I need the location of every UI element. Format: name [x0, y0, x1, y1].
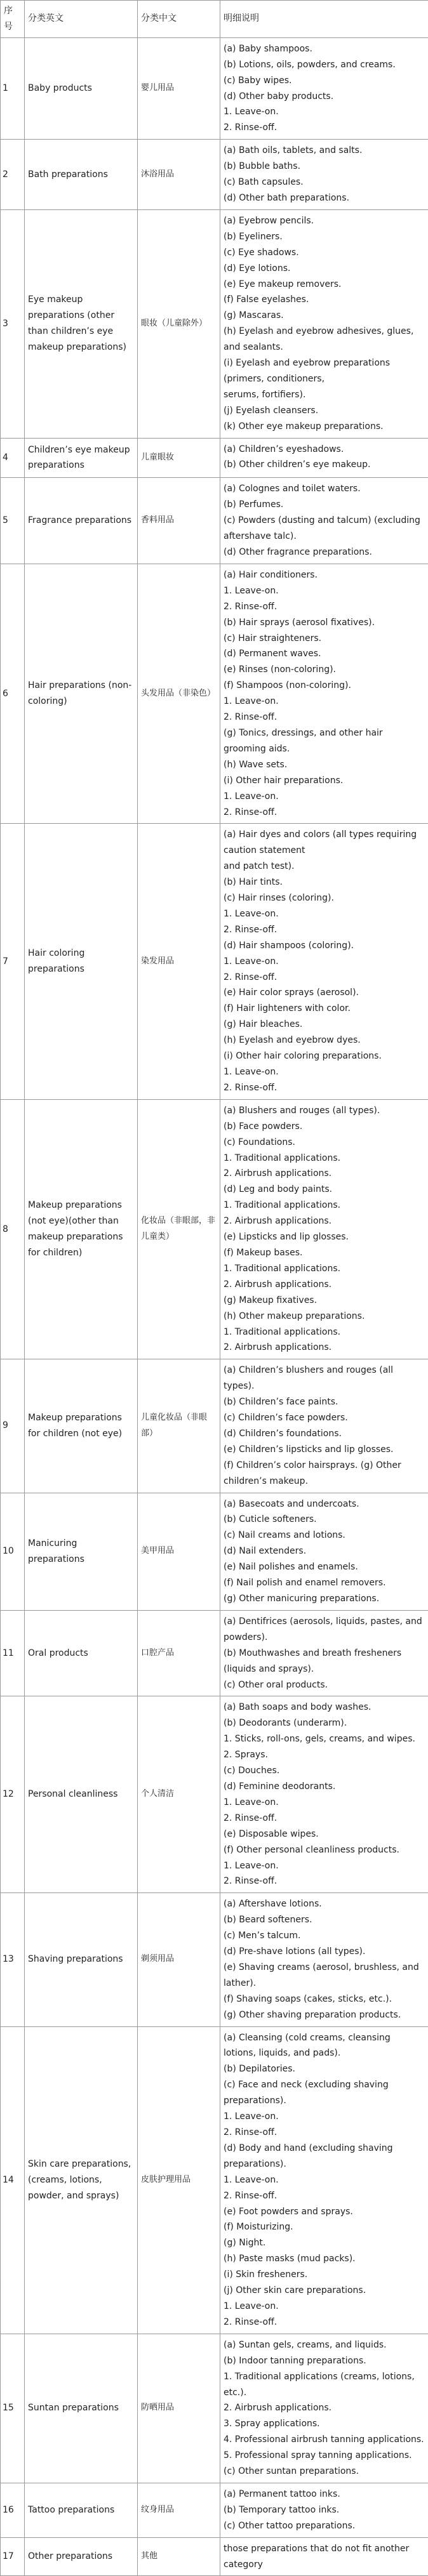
chinese-category: 儿童眼妆: [138, 438, 220, 478]
chinese-category: 防晒用品: [138, 2334, 220, 2483]
description-line: 2. Airbrush applications.: [224, 1213, 425, 1229]
description-line: 2. Rinse-off.: [224, 2125, 425, 2141]
table-row: [1, 1893, 428, 2026]
row-number: 8: [1, 1099, 25, 1359]
table-row: [1, 2334, 428, 2483]
header-chinese-category: 分类中文: [138, 1, 220, 38]
description-line: 1. Sticks, roll-ons, gels, creams, and wipes.: [224, 1731, 425, 1747]
english-category: Other preparations: [25, 2537, 138, 2576]
description-line: (a) Eyebrow pencils.: [224, 213, 425, 229]
description-line: 2. Rinse-off.: [224, 599, 425, 615]
header-english-category: 分类英文: [25, 1, 138, 38]
description-line: (c) Hair straighteners.: [224, 631, 425, 647]
description-line: (j) Other skin care preparations.: [224, 2283, 425, 2299]
english-category: Hair coloring preparations: [25, 824, 138, 1099]
description-line: 2. Rinse-off.: [224, 2188, 425, 2204]
description-cell: [220, 140, 428, 210]
description-line: (c) Eye shadows.: [224, 245, 425, 261]
description-line: (b) Children’s face paints.: [224, 1394, 425, 1410]
description-line: (a) Aftershave lotions.: [224, 1896, 425, 1912]
row-number: 5: [1, 478, 25, 564]
description-line: (b) Depilatories.: [224, 2061, 425, 2077]
description-line: 2. Rinse-off.: [224, 710, 425, 725]
description-line: 1. Leave-on.: [224, 954, 425, 970]
description-cell: [220, 2334, 428, 2483]
description-line: (c) Bath capsules.: [224, 175, 425, 190]
chinese-category: 化妆品（非眼部，非儿童类）: [138, 1099, 220, 1359]
chinese-category: 染发用品: [138, 824, 220, 1099]
description-line: (b) Temporary tattoo inks.: [224, 2502, 425, 2518]
description-line: (c) Other oral products.: [224, 1677, 425, 1693]
english-category: Tattoo preparations: [25, 2483, 138, 2537]
description-cell: [220, 1359, 428, 1493]
table-row: [1, 1493, 428, 1610]
description-line: (b) Perfumes.: [224, 497, 425, 513]
description-line: (d) Pre-shave lotions (all types).: [224, 1944, 425, 1960]
description-line: 2. Rinse-off.: [224, 2315, 425, 2330]
chinese-category: 儿童化妆品（非眼部）: [138, 1359, 220, 1493]
description-line: (f) Makeup bases.: [224, 1245, 425, 1261]
header-description: 明细说明: [220, 1, 428, 38]
table-row: [1, 2483, 428, 2537]
table-row: [1, 478, 428, 564]
description-line: 2. Rinse-off.: [224, 970, 425, 986]
row-number: 2: [1, 140, 25, 210]
description-line: (a) Baby shampoos.: [224, 41, 425, 57]
description-line: (g) Mascaras.: [224, 308, 425, 324]
chinese-category: 沐浴用品: [138, 140, 220, 210]
description-line: (e) Shaving creams (aerosol, brushless, and lather).: [224, 1960, 425, 1991]
description-line: (a) Suntan gels, creams, and liquids.: [224, 2337, 425, 2353]
english-category: Shaving preparations: [25, 1893, 138, 2026]
description-line: (e) Children’s lipsticks and lip glosses.: [224, 1442, 425, 1458]
description-line: (a) Hair conditioners.: [224, 567, 425, 583]
description-line: (c) Powders (dusting and talcum) (excluding aftershave talc).: [224, 513, 425, 545]
description-line: 1. Leave-on.: [224, 104, 425, 120]
description-line: (a) Dentifrices (aerosols, liquids, pastes, and powders).: [224, 1614, 425, 1646]
description-line: (a) Bath oils, tablets, and salts.: [224, 143, 425, 159]
description-line: those preparations that do not fit another category: [224, 2541, 425, 2573]
description-line: (c) Men’s talcum.: [224, 1928, 425, 1944]
description-line: 1. Leave-on.: [224, 1795, 425, 1811]
english-category: Suntan preparations: [25, 2334, 138, 2483]
description-cell: [220, 564, 428, 824]
table-body: [1, 37, 428, 2576]
chinese-category: 纹身用品: [138, 2483, 220, 2537]
chinese-category: 美甲用品: [138, 1493, 220, 1610]
description-line: (e) Eye makeup removers.: [224, 277, 425, 293]
description-line: (e) Lipsticks and lip glosses.: [224, 1229, 425, 1245]
description-cell: [220, 824, 428, 1099]
description-line: (c) Baby wipes.: [224, 73, 425, 89]
chinese-category: 皮肤护理用品: [138, 2026, 220, 2334]
description-line: (d) Other fragrance preparations.: [224, 545, 425, 560]
table-row: [1, 37, 428, 139]
description-line: (f) Hair lighteners with color.: [224, 1001, 425, 1017]
description-line: 1. Traditional applications.: [224, 1198, 425, 1213]
description-line: (b) Face powders.: [224, 1119, 425, 1135]
chinese-category: 个人清洁: [138, 1696, 220, 1893]
description-line: 2. Rinse-off.: [224, 922, 425, 938]
description-line: (h) Paste masks (mud packs).: [224, 2251, 425, 2267]
description-line: 2. Airbrush applications.: [224, 2400, 425, 2416]
description-line: (g) Hair bleaches.: [224, 1017, 425, 1033]
description-line: (e) Disposable wipes.: [224, 1826, 425, 1842]
description-line: (i) Other hair coloring preparations.: [224, 1048, 425, 1064]
description-line: (b) Other children’s eye makeup.: [224, 457, 425, 473]
description-line: (f) Children’s color hairsprays. (g) Other children’s makeup.: [224, 1458, 425, 1489]
description-line: (a) Bath soaps and body washes.: [224, 1700, 425, 1715]
table-row: [1, 564, 428, 824]
description-line: (i) Other hair preparations.: [224, 773, 425, 789]
description-cell: [220, 1696, 428, 1893]
description-line: 2. Rinse-off.: [224, 120, 425, 136]
description-line: (f) Shaving soaps (cakes, sticks, etc.).: [224, 1991, 425, 2007]
table-row: [1, 1099, 428, 1359]
description-line: (a) Hair dyes and colors (all types requiring caution statement: [224, 827, 425, 859]
description-line: (b) Mouthwashes and breath fresheners (liquids and sprays).: [224, 1646, 425, 1677]
description-line: (d) Other baby products.: [224, 89, 425, 105]
table-row: [1, 1359, 428, 1493]
description-cell: [220, 438, 428, 478]
table-row: [1, 1610, 428, 1696]
row-number: 9: [1, 1359, 25, 1493]
table-row: [1, 2537, 428, 2576]
row-number: 15: [1, 2334, 25, 2483]
description-line: 1. Leave-on.: [224, 694, 425, 710]
english-category: Children’s eye makeup preparations: [25, 438, 138, 478]
description-line: serums, fortifiers).: [224, 387, 425, 403]
description-line: 1. Traditional applications.: [224, 1324, 425, 1340]
description-cell: [220, 209, 428, 438]
description-cell: [220, 2026, 428, 2334]
chinese-category: 剃须用品: [138, 1893, 220, 2026]
chinese-category: 眼妆（儿童除外）: [138, 209, 220, 438]
description-line: (g) Night.: [224, 2235, 425, 2251]
description-line: (f) Moisturizing.: [224, 2219, 425, 2235]
description-line: (c) Foundations.: [224, 1135, 425, 1151]
description-line: 2. Airbrush applications.: [224, 1277, 425, 1293]
row-number: 6: [1, 564, 25, 824]
description-line: 1. Leave-on.: [224, 789, 425, 805]
english-category: Baby products: [25, 37, 138, 139]
description-line: (d) Other bath preparations.: [224, 190, 425, 206]
description-line: (a) Colognes and toilet waters.: [224, 481, 425, 497]
chinese-category: 口腔产品: [138, 1610, 220, 1696]
description-line: (d) Eye lotions.: [224, 261, 425, 277]
description-line: 1. Leave-on.: [224, 1064, 425, 1080]
description-line: and patch test).: [224, 859, 425, 875]
description-line: (b) Indoor tanning preparations.: [224, 2353, 425, 2369]
description-cell: [220, 1493, 428, 1610]
table-row: [1, 140, 428, 210]
row-number: 7: [1, 824, 25, 1099]
row-number: 16: [1, 2483, 25, 2537]
description-line: 2. Rinse-off.: [224, 1080, 425, 1096]
chinese-category: 婴儿用品: [138, 37, 220, 139]
description-cell: [220, 1099, 428, 1359]
description-line: (a) Permanent tattoo inks.: [224, 2487, 425, 2502]
english-category: Skin care preparations, (creams, lotions, powder, and sprays): [25, 2026, 138, 2334]
description-line: (c) Douches.: [224, 1763, 425, 1779]
description-line: (b) Deodorants (underarm).: [224, 1715, 425, 1731]
description-line: (a) Cleansing (cold creams, cleansing lotions, liquids, and pads).: [224, 2030, 425, 2062]
description-line: 2. Airbrush applications.: [224, 1166, 425, 1182]
description-line: (b) Hair sprays (aerosol fixatives).: [224, 615, 425, 631]
chinese-category: 香料用品: [138, 478, 220, 564]
description-line: 3. Spray applications.: [224, 2416, 425, 2432]
chinese-category: 头发用品（非染色）: [138, 564, 220, 824]
description-line: (b) Hair tints.: [224, 875, 425, 890]
description-cell: [220, 1610, 428, 1696]
row-number: 1: [1, 37, 25, 139]
description-line: (c) Face and neck (excluding shaving preparations).: [224, 2077, 425, 2109]
english-category: Personal cleanliness: [25, 1696, 138, 1893]
english-category: Bath preparations: [25, 140, 138, 210]
description-line: 1. Leave-on.: [224, 1858, 425, 1874]
chinese-category: 其他: [138, 2537, 220, 2576]
description-line: (c) Hair rinses (coloring).: [224, 890, 425, 906]
description-cell: [220, 2537, 428, 2576]
description-cell: [220, 37, 428, 139]
table-header-row: [1, 1, 428, 38]
description-line: (d) Leg and body paints.: [224, 1182, 425, 1198]
description-line: (e) Rinses (non-coloring).: [224, 662, 425, 678]
description-line: (b) Beard softeners.: [224, 1912, 425, 1928]
description-line: 1. Traditional applications (creams, lotions, etc.).: [224, 2369, 425, 2401]
description-cell: [220, 2483, 428, 2537]
description-line: (d) Hair shampoos (coloring).: [224, 938, 425, 954]
description-line: (k) Other eye makeup preparations.: [224, 419, 425, 435]
description-cell: [220, 478, 428, 564]
description-line: (f) Other personal cleanliness products.: [224, 1842, 425, 1858]
description-line: (b) Eyeliners.: [224, 229, 425, 245]
description-line: 5. Professional spray tanning applications.: [224, 2448, 425, 2464]
description-line: 2. Rinse-off.: [224, 1873, 425, 1889]
table-row: [1, 1696, 428, 1893]
description-line: 1. Traditional applications.: [224, 1261, 425, 1277]
description-line: 2. Sprays.: [224, 1747, 425, 1763]
description-line: (f) Shampoos (non-coloring).: [224, 678, 425, 694]
description-line: (h) Other makeup preparations.: [224, 1309, 425, 1324]
description-line: (c) Nail creams and lotions.: [224, 1528, 425, 1543]
description-line: 2. Rinse-off.: [224, 805, 425, 821]
description-line: (b) Bubble baths.: [224, 159, 425, 175]
description-line: (c) Other suntan preparations.: [224, 2464, 425, 2480]
description-line: (d) Feminine deodorants.: [224, 1779, 425, 1795]
english-category: Fragrance preparations: [25, 478, 138, 564]
description-line: 1. Leave-on.: [224, 2109, 425, 2125]
table-row: [1, 209, 428, 438]
description-line: (h) Eyelash and eyebrow dyes.: [224, 1033, 425, 1048]
description-line: (b) Cuticle softeners.: [224, 1512, 425, 1528]
description-line: 1. Leave-on.: [224, 906, 425, 922]
description-line: 2. Airbrush applications.: [224, 1340, 425, 1356]
description-line: (b) Lotions, oils, powders, and creams.: [224, 57, 425, 73]
description-line: (h) Eyelash and eyebrow adhesives, glues, and sealants.: [224, 324, 425, 355]
description-line: (j) Eyelash cleansers.: [224, 403, 425, 419]
description-line: (g) Tonics, dressings, and other hair grooming aids.: [224, 725, 425, 757]
description-line: (g) Other shaving preparation products.: [224, 2007, 425, 2023]
row-number: 11: [1, 1610, 25, 1696]
english-category: Eye makeup preparations (other than children’s eye makeup preparations): [25, 209, 138, 438]
description-line: (a) Children’s eyeshadows.: [224, 442, 425, 458]
description-line: (a) Basecoats and undercoats.: [224, 1496, 425, 1512]
description-line: (e) Hair color sprays (aerosol).: [224, 985, 425, 1001]
description-line: 1. Leave-on.: [224, 2172, 425, 2188]
description-line: 2. Rinse-off.: [224, 1811, 425, 1826]
english-category: Makeup preparations (not eye)(other than makeup preparations for children): [25, 1099, 138, 1359]
description-cell: [220, 1893, 428, 2026]
description-line: (c) Children’s face powders.: [224, 1410, 425, 1426]
english-category: Hair preparations (non-coloring): [25, 564, 138, 824]
row-number: 14: [1, 2026, 25, 2334]
english-category: Makeup preparations for children (not eye): [25, 1359, 138, 1493]
description-line: (e) Nail polishes and enamels.: [224, 1559, 425, 1575]
description-line: (c) Other tattoo preparations.: [224, 2518, 425, 2534]
description-line: (h) Wave sets.: [224, 757, 425, 773]
description-line: 1. Traditional applications.: [224, 1151, 425, 1166]
english-category: Manicuring preparations: [25, 1493, 138, 1610]
row-number: 3: [1, 209, 25, 438]
description-line: (i) Skin fresheners.: [224, 2267, 425, 2283]
english-category: Oral products: [25, 1610, 138, 1696]
description-line: (f) False eyelashes.: [224, 292, 425, 308]
row-number: 4: [1, 438, 25, 478]
table-row: [1, 438, 428, 478]
row-number: 10: [1, 1493, 25, 1610]
description-line: (g) Makeup fixatives.: [224, 1293, 425, 1309]
description-line: (d) Nail extenders.: [224, 1543, 425, 1559]
description-line: 1. Leave-on.: [224, 583, 425, 599]
row-number: 13: [1, 1893, 25, 2026]
row-number: 17: [1, 2537, 25, 2576]
description-line: 1. Leave-on.: [224, 2299, 425, 2315]
description-line: (d) Permanent waves.: [224, 646, 425, 662]
description-line: (d) Children’s foundations.: [224, 1426, 425, 1442]
description-line: (a) Children’s blushers and rouges (all types).: [224, 1363, 425, 1394]
description-line: (a) Blushers and rouges (all types).: [224, 1103, 425, 1119]
description-line: 4. Professional airbrush tanning applications.: [224, 2432, 425, 2448]
description-line: (f) Nail polish and enamel removers.: [224, 1575, 425, 1591]
row-number: 12: [1, 1696, 25, 1893]
description-line: (g) Other manicuring preparations.: [224, 1591, 425, 1607]
description-line: (e) Foot powders and sprays.: [224, 2204, 425, 2220]
description-line: (d) Body and hand (excluding shaving preparations).: [224, 2141, 425, 2172]
table-row: [1, 824, 428, 1099]
header-number: 序号: [1, 1, 25, 38]
table-row: [1, 2026, 428, 2334]
description-line: (i) Eyelash and eyebrow preparations (primers, conditioners,: [224, 355, 425, 387]
